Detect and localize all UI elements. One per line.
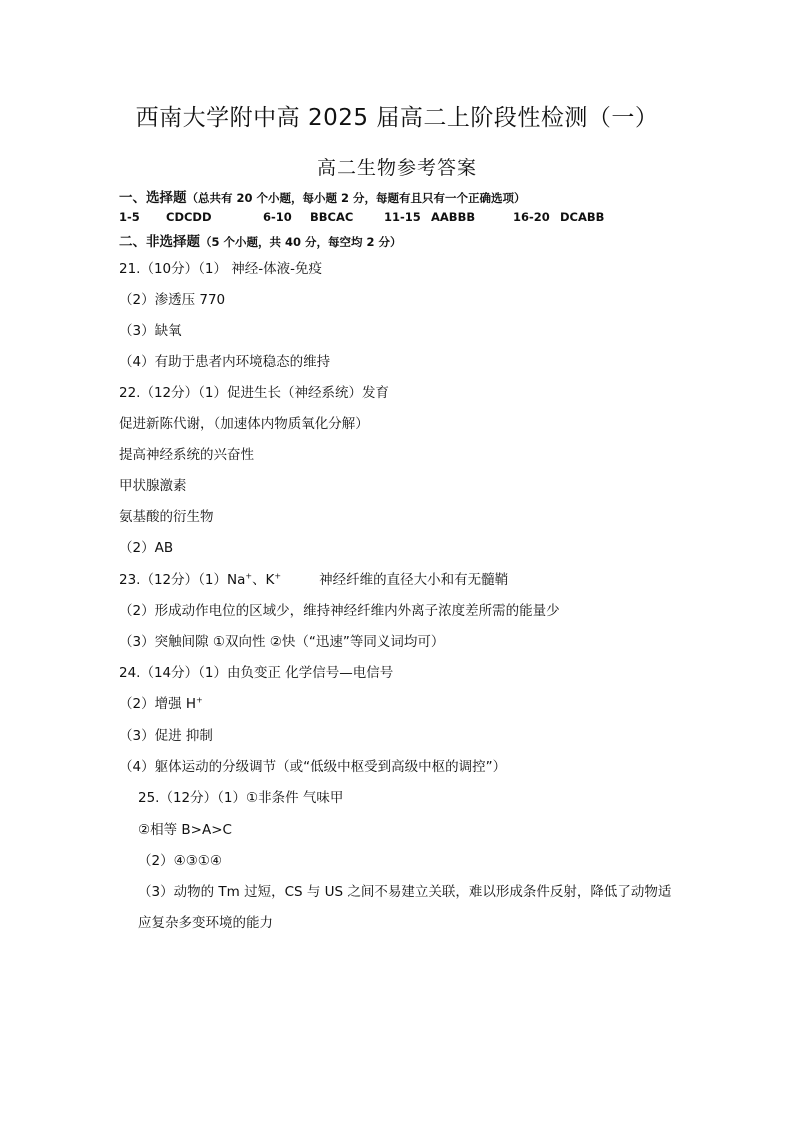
q23-line-1-part-b: 、K — [252, 572, 275, 588]
section1-note: （总共有 20 个小题，每小题 2 分，每题有且只有一个正确选项） — [186, 191, 526, 205]
section2-note: （5 个小题，共 40 分，每空均 2 分） — [200, 235, 402, 249]
q24-line-1: 24.（14分）（1）由负变正 化学信号—电信号 — [119, 665, 394, 681]
page-title: 西南大学附中高 2025 届高二上阶段性检测（一） — [135, 105, 659, 131]
answer-range-1: 1-5 — [119, 210, 140, 224]
q22-line-1: 22.（12分）（1）促进生长（神经系统）发育 — [119, 385, 389, 401]
section2-heading-line — [119, 232, 402, 252]
q24-line-4: （4）躯体运动的分级调节（或“低级中枢受到高级中枢的调控”） — [119, 759, 507, 775]
q21-line-2: （2）渗透压 770 — [119, 292, 226, 308]
q21-line-1: 21.（10分）（1） 神经-体液-免疫 — [119, 261, 323, 277]
q23-line-1-part-a: 23.（12分）（1）Na — [119, 572, 246, 588]
page-subtitle: 高二生物参考答案 — [316, 157, 477, 179]
answer-range-3: 11-15 — [384, 210, 421, 224]
q21-line-4: （4）有助于患者内环境稳态的维持 — [119, 354, 331, 370]
choice-answer-row — [119, 210, 679, 228]
section1-heading: 一、选择题 — [119, 190, 187, 206]
q22-line-5: 氨基酸的衍生物 — [119, 509, 214, 525]
potassium-charge: + — [274, 571, 282, 581]
section2-heading: 二、非选择题 — [119, 234, 200, 250]
q22-line-4: 甲状腺激素 — [119, 478, 187, 494]
q25-line-1: 25.（12分）（1）①非条件 气味甲 — [138, 790, 344, 806]
q22-line-6: （2）AB — [119, 540, 174, 556]
answer-key-1: CDCDD — [166, 210, 212, 224]
q23-line-3: （3）突触间隙 ①双向性 ②快（“迅速”等同义词均可） — [119, 634, 445, 650]
section1-heading-line — [119, 188, 526, 208]
q24-line-2 — [119, 694, 203, 714]
q25-line-3: （2）④③①④ — [138, 853, 222, 869]
answer-range-2: 6-10 — [263, 210, 292, 224]
sodium-charge: + — [245, 571, 253, 581]
q23-line-1 — [119, 570, 508, 590]
q25-line-4: （3）动物的 Tm 过短，CS 与 US 之间不易建立关联，难以形成条件反射，降低了动物适 — [138, 884, 672, 900]
answer-key-4: DCABB — [560, 210, 605, 224]
hydrogen-charge: + — [196, 695, 203, 705]
q24-line-2-text: （2）增强 H — [119, 696, 197, 712]
q25-line-5: 应复杂多变环境的能力 — [138, 915, 273, 931]
q23-line-2: （2）形成动作电位的区域少，维持神经纤维内外离子浓度差所需的能量少 — [119, 603, 560, 619]
q23-line-1-part-c: 神经纤维的直径大小和有无髓鞘 — [319, 572, 509, 588]
answer-key-3: AABBB — [431, 210, 476, 224]
q22-line-3: 提高神经系统的兴奋性 — [119, 447, 254, 463]
answer-range-4: 16-20 — [513, 210, 550, 224]
q22-line-2: 促进新陈代谢，（加速体内物质氧化分解） — [119, 416, 369, 432]
answer-key-2: BBCAC — [310, 210, 354, 224]
q25-line-2: ②相等 B>A>C — [138, 822, 232, 838]
q24-line-3: （3）促进 抑制 — [119, 728, 213, 744]
q21-line-3: （3）缺氧 — [119, 323, 182, 339]
